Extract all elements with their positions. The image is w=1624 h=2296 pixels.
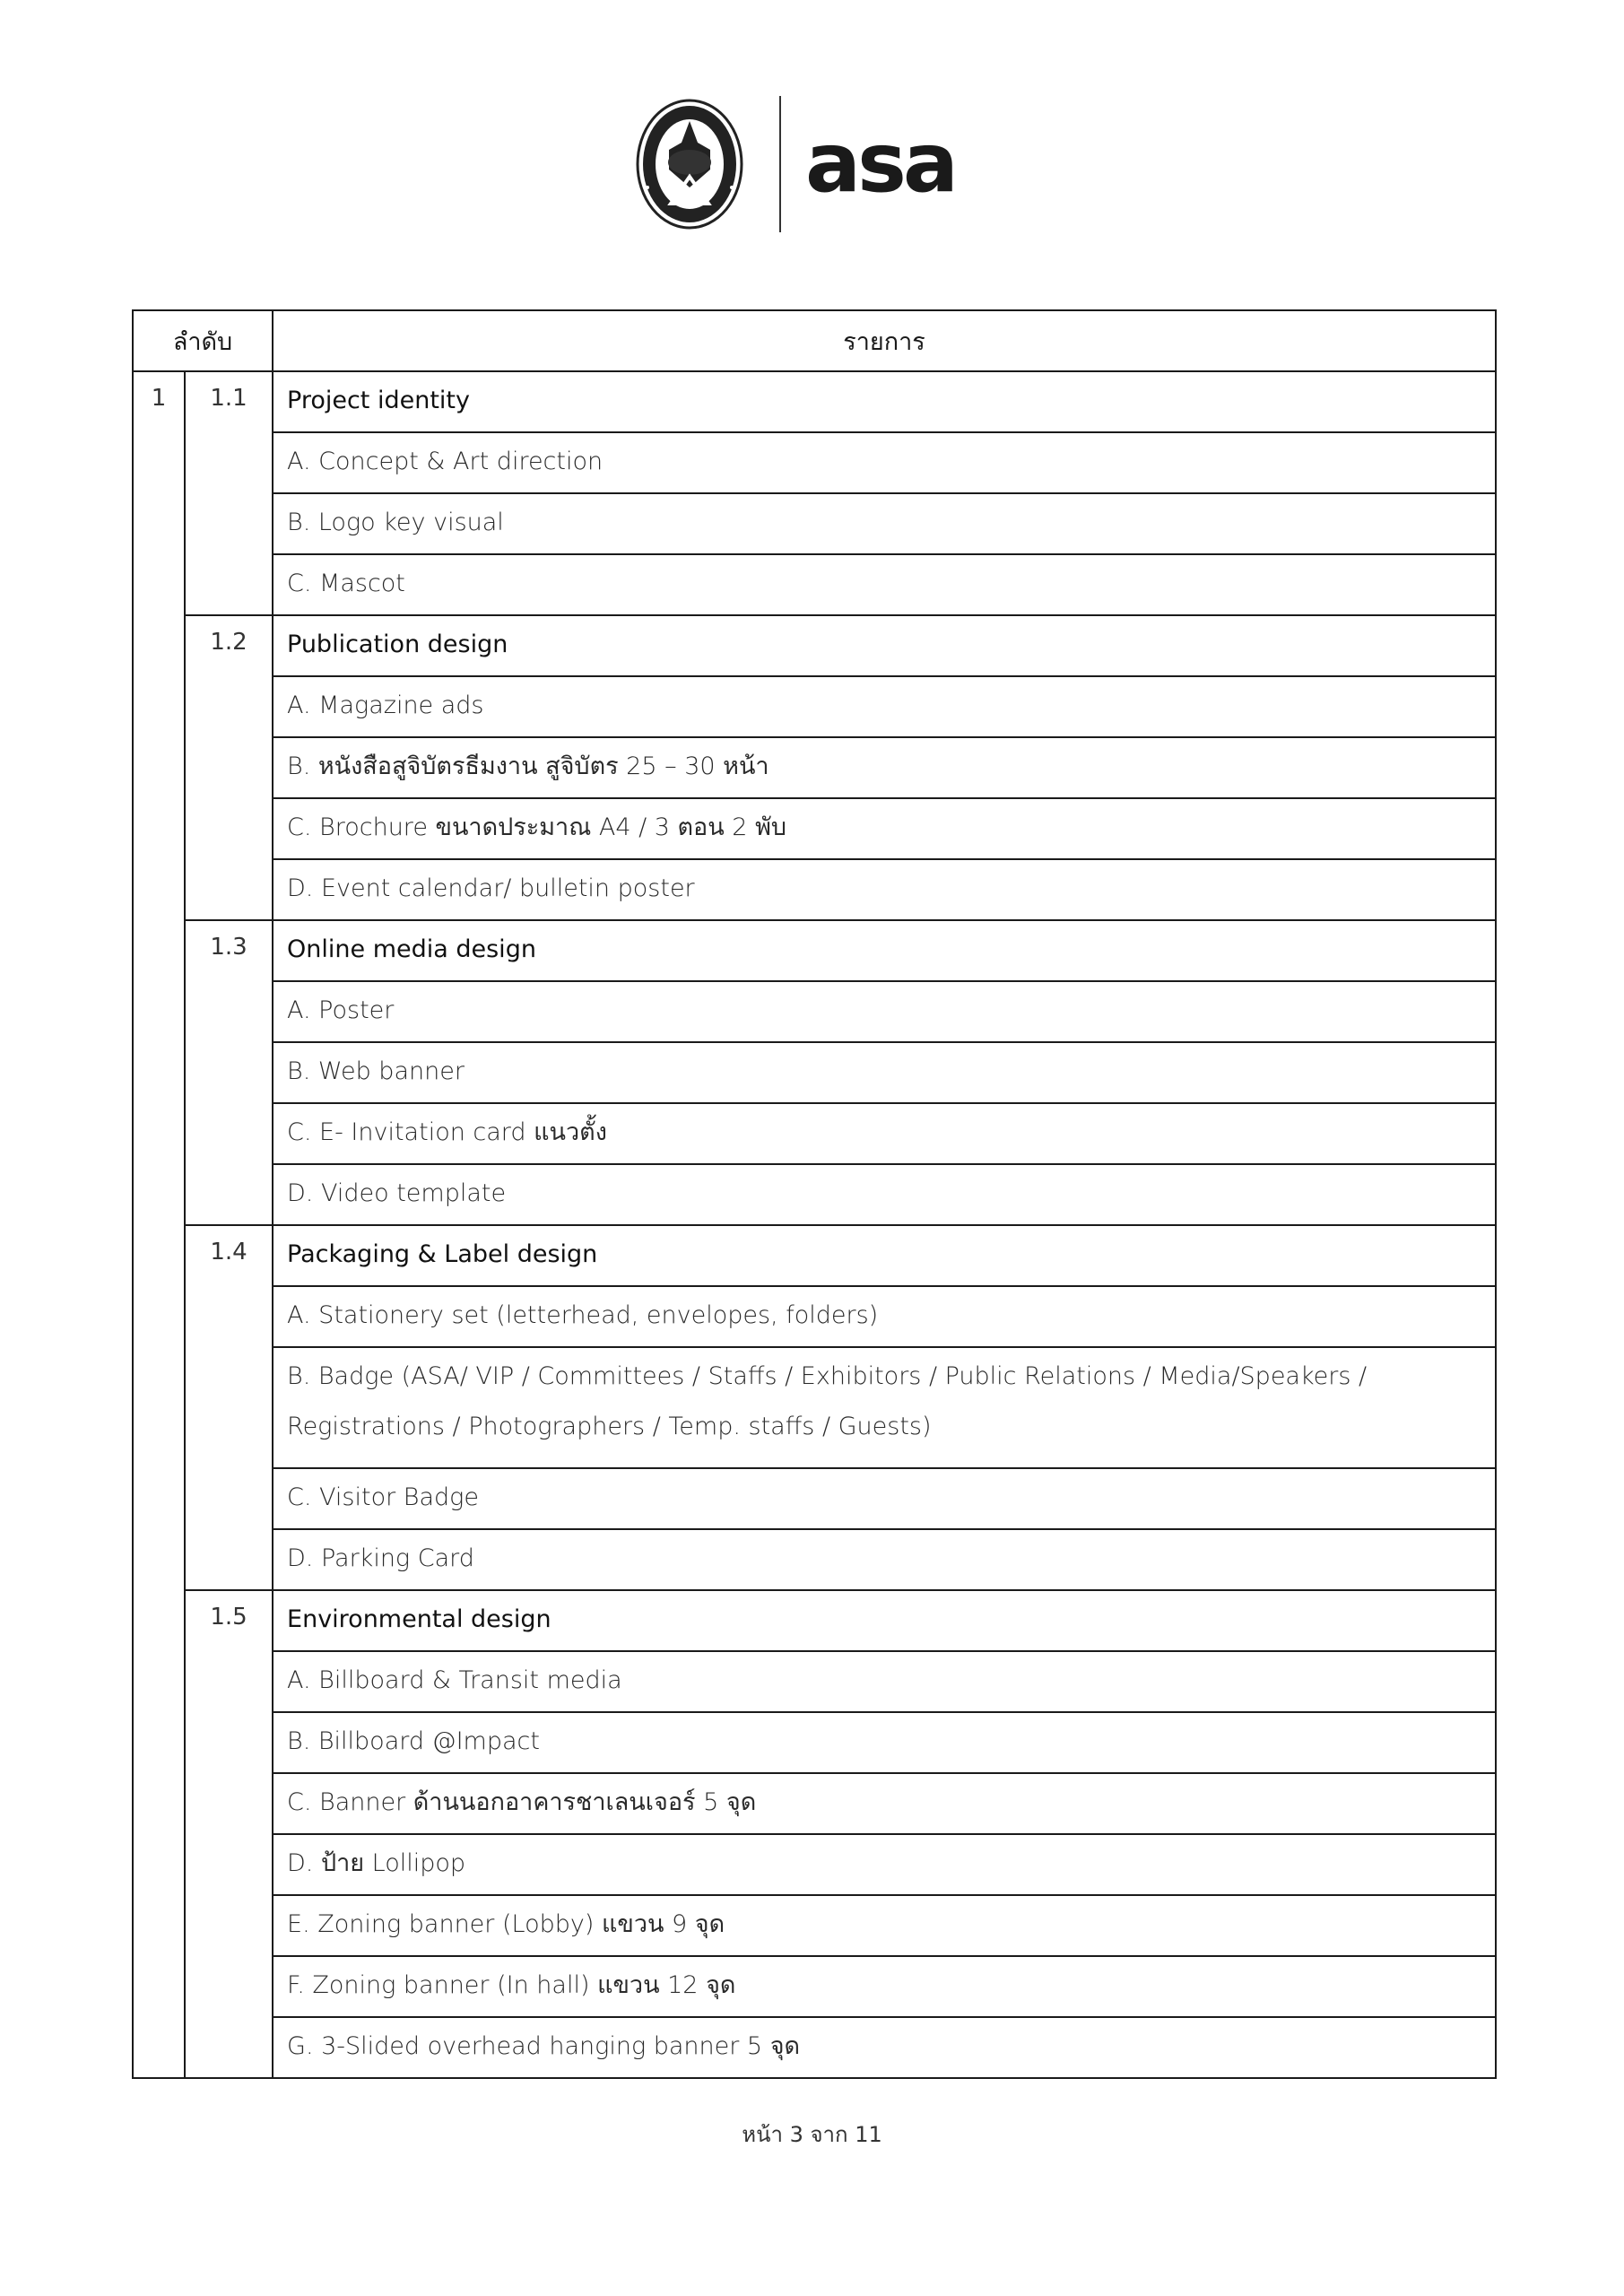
item-row — [133, 1895, 1496, 1956]
item-cell — [273, 737, 1496, 798]
section-row — [133, 615, 1496, 676]
section-number: 1.1 — [185, 371, 273, 615]
item-cell — [273, 981, 1496, 1042]
asa-thai-seal-icon — [635, 98, 744, 230]
item-row — [133, 432, 1496, 493]
item-cell — [273, 432, 1496, 493]
item-text: C. Visitor Badge — [287, 1483, 479, 1511]
items-table — [132, 309, 1497, 2079]
item-cell — [273, 493, 1496, 554]
item-text: C. Banner ด้านนอกอาคารชาเลนเจอร์ 5 จุด — [287, 1788, 757, 1816]
section-title — [273, 1590, 1496, 1651]
item-row — [133, 1529, 1496, 1590]
item-text: D. Event calendar/ bulletin poster — [287, 874, 695, 902]
section-number: 1.5 — [185, 1590, 273, 2078]
section-row — [133, 920, 1496, 981]
item-text: D. Video template — [287, 1179, 507, 1207]
item-row — [133, 798, 1496, 859]
item-cell — [273, 676, 1496, 737]
item-cell — [273, 1042, 1496, 1103]
item-text: D. Parking Card — [287, 1544, 474, 1572]
item-cell — [273, 1468, 1496, 1529]
item-row — [133, 1712, 1496, 1773]
header-logos — [628, 94, 1004, 238]
item-text: B. Billboard @Impact — [287, 1727, 540, 1755]
item-text: B. Logo key visual — [287, 509, 504, 536]
item-text: E. Zoning banner (Lobby) แขวน 9 จุด — [287, 1910, 725, 1938]
item-row — [133, 1773, 1496, 1834]
item-cell — [273, 1286, 1496, 1347]
table-header-row — [133, 310, 1496, 371]
section-title-text: Environmental design — [287, 1605, 551, 1633]
item-cell — [273, 1712, 1496, 1773]
item-row — [133, 859, 1496, 920]
page-number: หน้า 3 จาก 11 — [742, 2122, 882, 2147]
section-title-text: Packaging & Label design — [287, 1240, 598, 1268]
item-cell — [273, 1834, 1496, 1895]
item-cell — [273, 798, 1496, 859]
item-row — [133, 1164, 1496, 1225]
svg-text:asa: asa — [805, 121, 955, 211]
header-order: ลำดับ — [133, 310, 273, 371]
item-row — [133, 1651, 1496, 1712]
item-cell — [273, 1956, 1496, 2017]
item-row — [133, 1042, 1496, 1103]
item-cell — [273, 1895, 1496, 1956]
item-cell — [273, 554, 1496, 615]
header-items: รายการ — [273, 310, 1496, 371]
section-title-text: Project identity — [287, 387, 470, 414]
item-cell — [273, 1529, 1496, 1590]
section-row — [133, 371, 1496, 432]
item-text: F. Zoning banner (In hall) แขวน 12 จุด — [287, 1971, 736, 1999]
item-text: C. Mascot — [287, 570, 405, 597]
asa-wordmark-logo — [805, 121, 1006, 211]
item-row — [133, 554, 1496, 615]
item-row — [133, 1956, 1496, 2017]
item-text: A. Billboard & Transit media — [287, 1666, 622, 1694]
section-title-text: Publication design — [287, 631, 508, 658]
item-row — [133, 1103, 1496, 1164]
item-text: C. Brochure ขนาดประมาณ A4 / 3 ตอน 2 พับ — [287, 813, 787, 841]
item-row — [133, 493, 1496, 554]
section-number: 1.2 — [185, 615, 273, 920]
item-text: A. Poster — [287, 996, 395, 1024]
item-text: A. Concept & Art direction — [287, 448, 604, 475]
item-cell — [273, 1773, 1496, 1834]
section-title-text: Online media design — [287, 935, 536, 963]
section-title — [273, 920, 1496, 981]
item-text: G. 3-Slided overhead hanging banner 5 จุด — [287, 2032, 801, 2060]
item-row — [133, 1286, 1496, 1347]
item-text: D. ป้าย Lollipop — [287, 1849, 466, 1877]
item-text: B. Badge (ASA/ VIP / Committees / Staffs / Exhibitors / Public Relations / Media/Speakers / Registrations / Photographers / Temp. staffs / Guests) — [287, 1362, 1368, 1440]
item-row — [133, 1468, 1496, 1529]
section-number: 1.4 — [185, 1225, 273, 1590]
item-cell — [273, 1347, 1496, 1468]
item-text: B. หนังสือสูจิบัตรธีมงาน สูจิบัตร 25 – 30 หน้า — [287, 752, 769, 780]
item-cell — [273, 1164, 1496, 1225]
section-row — [133, 1225, 1496, 1286]
main-number: 1 — [133, 371, 185, 2078]
item-row — [133, 1347, 1496, 1468]
section-number: 1.3 — [185, 920, 273, 1225]
item-row — [133, 981, 1496, 1042]
item-row — [133, 737, 1496, 798]
item-cell — [273, 1651, 1496, 1712]
item-row — [133, 676, 1496, 737]
section-row — [133, 1590, 1496, 1651]
item-row — [133, 2017, 1496, 2078]
logo-divider — [779, 96, 781, 232]
section-title — [273, 1225, 1496, 1286]
item-text: B. Web banner — [287, 1057, 465, 1085]
item-cell — [273, 859, 1496, 920]
item-cell — [273, 2017, 1496, 2078]
item-cell — [273, 1103, 1496, 1164]
item-text: A. Magazine ads — [287, 691, 484, 719]
item-text: C. E- Invitation card แนวตั้ง — [287, 1118, 607, 1146]
item-row — [133, 1834, 1496, 1895]
item-text: A. Stationery set (letterhead, envelopes, folders) — [287, 1301, 879, 1329]
section-title — [273, 615, 1496, 676]
section-title — [273, 371, 1496, 432]
